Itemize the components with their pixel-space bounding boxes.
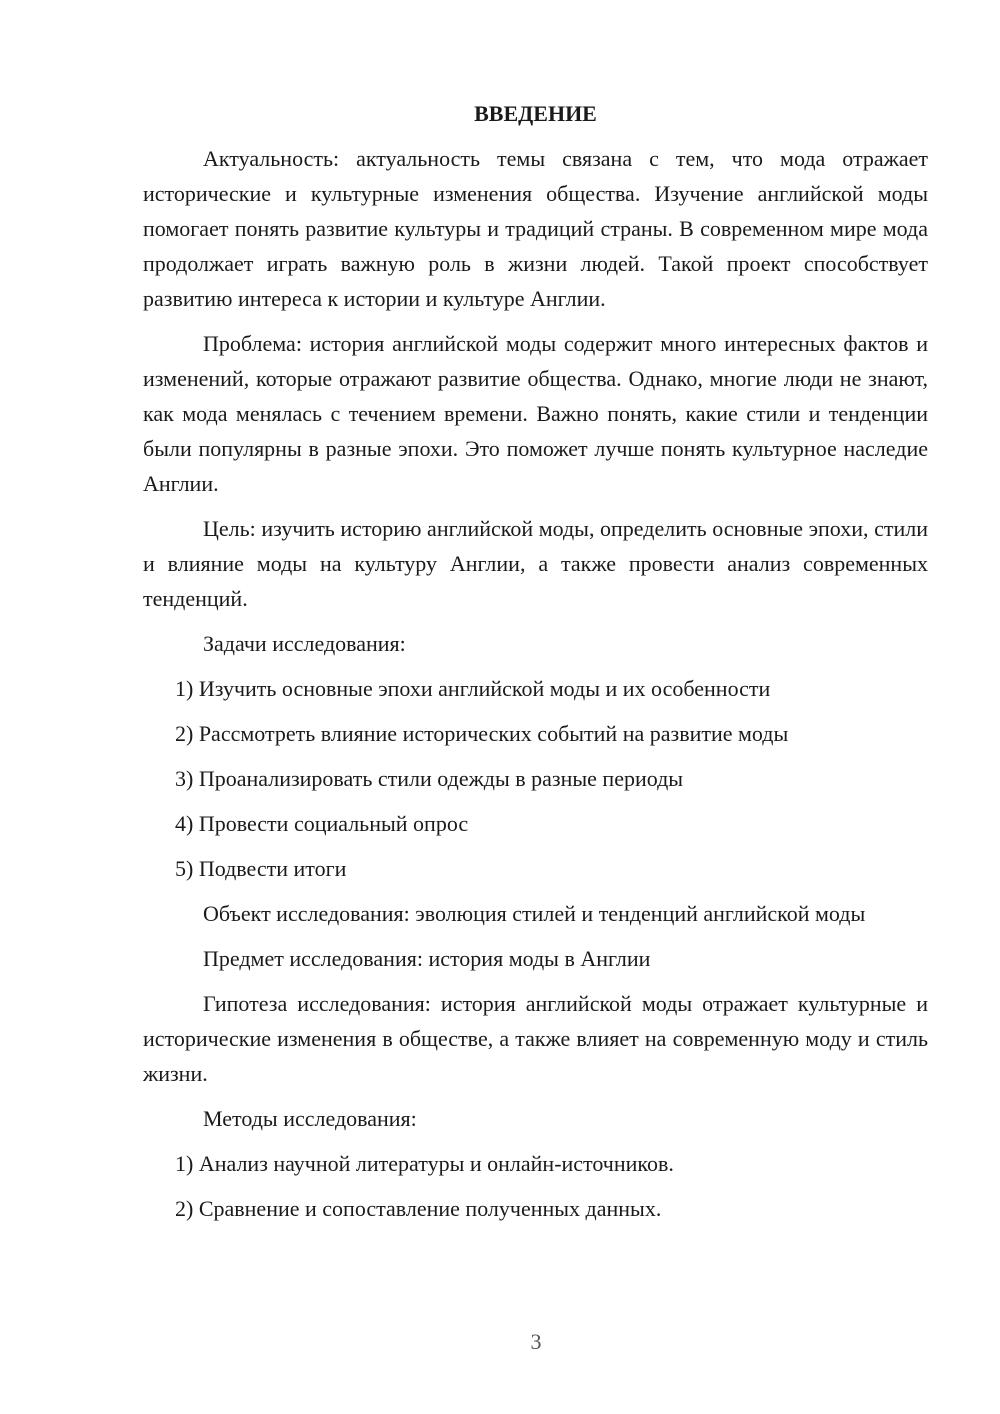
task-item: 1) Изучить основные эпохи английской моды и их особенности <box>175 676 771 701</box>
tasks-list <box>143 671 928 886</box>
relevance-paragraph: Актуальность: актуальность темы связана с тем, что мода отражает исторические и культурные изменения общества. Изучение английской моды помогает понять развитие культуры и традиций страны. В современном мире мода продолжает играть важную роль в жизни людей. Такой проект способствует развитию интереса к истории и культуре Англии. <box>143 146 928 311</box>
task-item: 4) Провести социальный опрос <box>175 811 469 836</box>
hypothesis-paragraph: Гипотеза исследования: история английской моды отражает культурные и исторические изменения в обществе, а также влияет на современную моду и стиль жизни. <box>143 991 928 1086</box>
page-number: 3 <box>530 1329 542 1354</box>
method-item: 1) Анализ научной литературы и онлайн-источников. <box>175 1151 674 1176</box>
object-paragraph: Объект исследования: эволюция стилей и тенденций английской моды <box>203 901 866 926</box>
goal-paragraph: Цель: изучить историю английской моды, определить основные эпохи, стили и влияние моды на культуру Англии, а также провести анализ современных тенденций. <box>143 516 928 611</box>
task-item: 2) Рассмотреть влияние исторических событий на развитие моды <box>175 721 789 746</box>
task-item: 5) Подвести итоги <box>175 856 347 881</box>
tasks-label: Задачи исследования: <box>203 631 406 656</box>
document-page <box>143 96 928 1236</box>
problem-paragraph: Проблема: история английской моды содержит много интересных фактов и изменений, которые отражают развитие общества. Однако, многие люди не знают, как мода менялась с течением времени. Важно понять, какие стили и тенденции были популярны в разные эпохи. Это поможет лучше понять культурное наследие Англии. <box>143 331 928 496</box>
task-item: 3) Проанализировать стили одежды в разные периоды <box>175 766 684 791</box>
methods-list <box>143 1146 928 1226</box>
method-item: 2) Сравнение и сопоставление полученных данных. <box>175 1196 662 1221</box>
methods-label: Методы исследования: <box>203 1106 417 1131</box>
section-heading: ВВЕДЕНИЕ <box>474 101 597 126</box>
subject-paragraph: Предмет исследования: история моды в Англии <box>203 946 651 971</box>
